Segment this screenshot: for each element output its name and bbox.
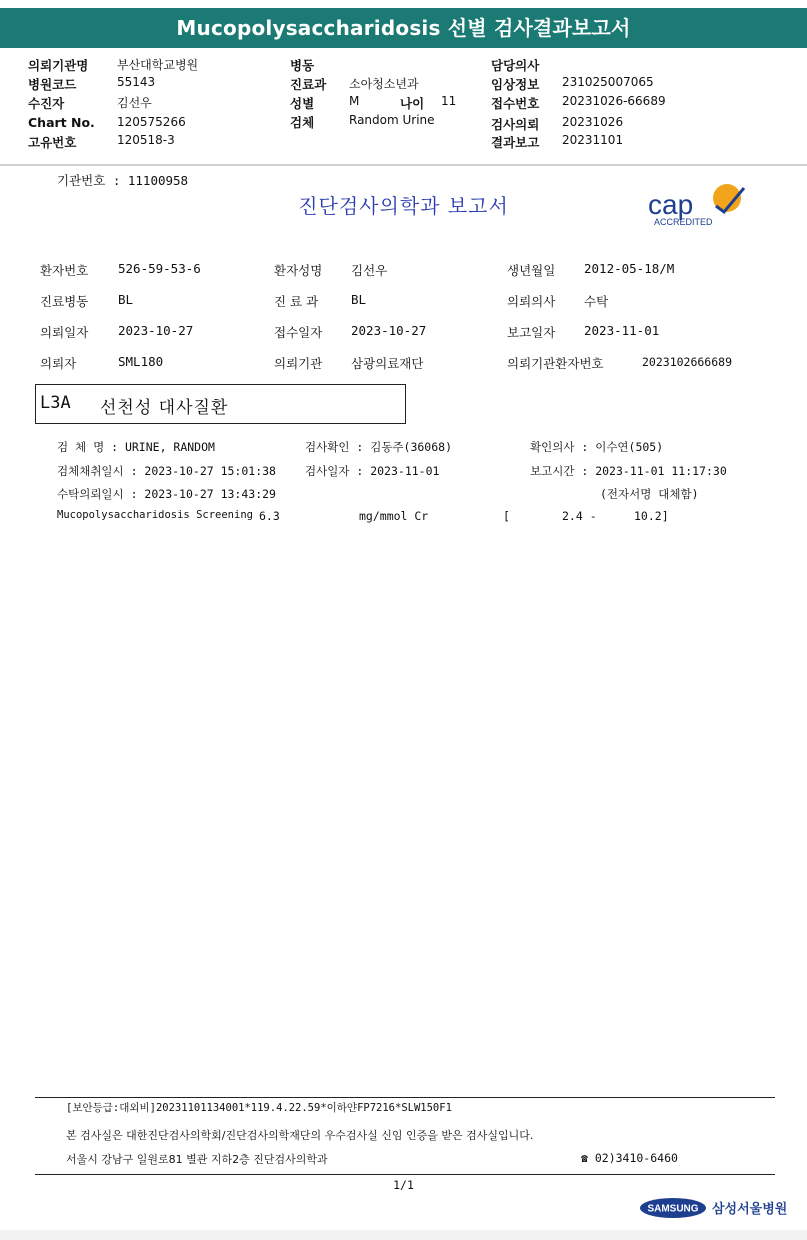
certification-note: 본 검사실은 대한진단검사의학회/진단검사의학재단의 우수검사실 신임 인증을 받은 검사실입니다. <box>66 1129 534 1142</box>
range-bracket: [ <box>503 509 510 523</box>
header-label: 검체 <box>290 115 315 130</box>
header-value: M <box>349 94 360 108</box>
banner-title: Mucopolysaccharidosis 선별 검사결과보고서 <box>176 16 631 40</box>
patient-value: 526-59-53-6 <box>118 261 201 276</box>
header-divider <box>0 164 807 166</box>
patient-label: 보고일자 <box>507 325 556 340</box>
patient-value: BL <box>118 292 134 307</box>
test-date: 검사일자 : 2023-11-01 <box>305 464 440 478</box>
patient-value: 삼광의료재단 <box>351 356 424 371</box>
patient-label: 생년월일 <box>507 263 556 278</box>
section-code: L3A <box>40 393 71 413</box>
header-label: 고유번호 <box>28 135 77 150</box>
patient-label: 환자번호 <box>40 263 89 278</box>
security-line: [보안등급:대외비]20231101134001*119.4.22.59*이하얀FP7216*SLW150F1 <box>66 1102 452 1114</box>
patient-value: SML180 <box>118 354 164 369</box>
patient-value: 2012-05-18/M <box>584 261 675 276</box>
patient-value: 2023102666689 <box>642 355 733 369</box>
patient-label: 접수일자 <box>274 325 323 340</box>
org-number: 기관번호 : 11100958 <box>57 173 189 188</box>
header-label: 수진자 <box>28 96 65 111</box>
header-value: 120575266 <box>117 115 186 129</box>
header-label: 병동 <box>290 58 315 73</box>
range-low: 2.4 - <box>562 509 597 523</box>
esign-note: (전자서명 대체함) <box>600 487 699 501</box>
result-value: 6.3 <box>259 509 280 523</box>
header-value: 20231026 <box>562 115 624 129</box>
patient-label: 진료병동 <box>40 294 89 309</box>
cap-accredited-logo <box>644 182 750 228</box>
footer-top-rule <box>35 1097 775 1098</box>
header-info <box>0 52 807 164</box>
cap-logo-subtext: ACCREDITED <box>654 217 713 227</box>
header-value: 부산대학교병원 <box>117 58 199 72</box>
header-value: 20231026-66689 <box>562 94 666 108</box>
patient-label: 의뢰자 <box>40 356 77 371</box>
header-label: Chart No. <box>28 115 95 130</box>
checker: 검사확인 : 김동주(36068) <box>305 440 452 454</box>
header-value: 소아청소년과 <box>349 77 419 91</box>
result-test-name: Mucopolysaccharidosis Screening <box>57 509 253 521</box>
age-value: 11 <box>441 94 457 108</box>
age-label: 나이 <box>400 96 425 111</box>
patient-value: 김선우 <box>351 263 388 278</box>
samsung-hospital-logo <box>640 1196 788 1220</box>
header-label: 병원코드 <box>28 77 77 92</box>
patient-label: 의뢰의사 <box>507 294 556 309</box>
patient-value: 수탁 <box>584 294 609 309</box>
header-label: 성별 <box>290 96 315 111</box>
header-label: 결과보고 <box>491 135 540 150</box>
lab-phone: ☎ 02)3410-6460 <box>581 1151 678 1165</box>
section-name: 선천성 대사질환 <box>100 398 229 418</box>
patient-value: 2023-11-01 <box>584 323 660 338</box>
result-unit: mg/mmol Cr <box>359 509 429 523</box>
header-value: 김선우 <box>117 96 152 110</box>
header-value: 55143 <box>117 75 156 89</box>
patient-value: 2023-10-27 <box>351 323 427 338</box>
header-label: 검사의뢰 <box>491 117 540 132</box>
header-label: 의뢰기관명 <box>28 58 89 73</box>
report-banner <box>0 8 807 48</box>
footer-bottom-rule <box>35 1174 775 1175</box>
patient-label: 의뢰기관환자번호 <box>507 356 604 371</box>
page-number: 1/1 <box>393 1178 414 1192</box>
collected-time: 검체채취일시 : 2023-10-27 15:01:38 <box>57 464 276 478</box>
received-time: 수탁의뢰일시 : 2023-10-27 13:43:29 <box>57 487 276 501</box>
patient-value: BL <box>351 292 367 307</box>
hospital-name: 삼성서울병원 <box>712 1202 788 1217</box>
samsung-logo-text: SAMSUNG <box>647 1203 699 1215</box>
header-label: 진료과 <box>290 77 327 92</box>
header-value: 231025007065 <box>562 75 654 89</box>
header-label: 담당의사 <box>491 58 540 73</box>
header-value: 20231101 <box>562 133 624 147</box>
header-value: Random Urine <box>349 113 435 127</box>
lab-address: 서울시 강남구 일원로81 별관 지하2층 진단검사의학과 <box>66 1153 328 1166</box>
cap-logo-text: cap <box>648 189 694 220</box>
header-value: 120518-3 <box>117 133 175 147</box>
patient-label: 의뢰일자 <box>40 325 89 340</box>
header-label: 접수번호 <box>491 96 540 111</box>
specimen-name: 검 체 명 : URINE, RANDOM <box>57 440 215 454</box>
range-high: 10.2] <box>634 509 669 523</box>
confirm-doctor: 확인의사 : 이수연(505) <box>530 440 664 454</box>
patient-value: 2023-10-27 <box>118 323 194 338</box>
patient-label: 진 료 과 <box>274 294 319 309</box>
section-header <box>35 384 406 424</box>
patient-label: 의뢰기관 <box>274 356 323 371</box>
report-title: 진단검사의학과 보고서 <box>298 194 509 218</box>
header-label: 임상정보 <box>491 77 540 92</box>
patient-label: 환자성명 <box>274 263 323 278</box>
report-time: 보고시간 : 2023-11-01 11:17:30 <box>530 464 727 478</box>
